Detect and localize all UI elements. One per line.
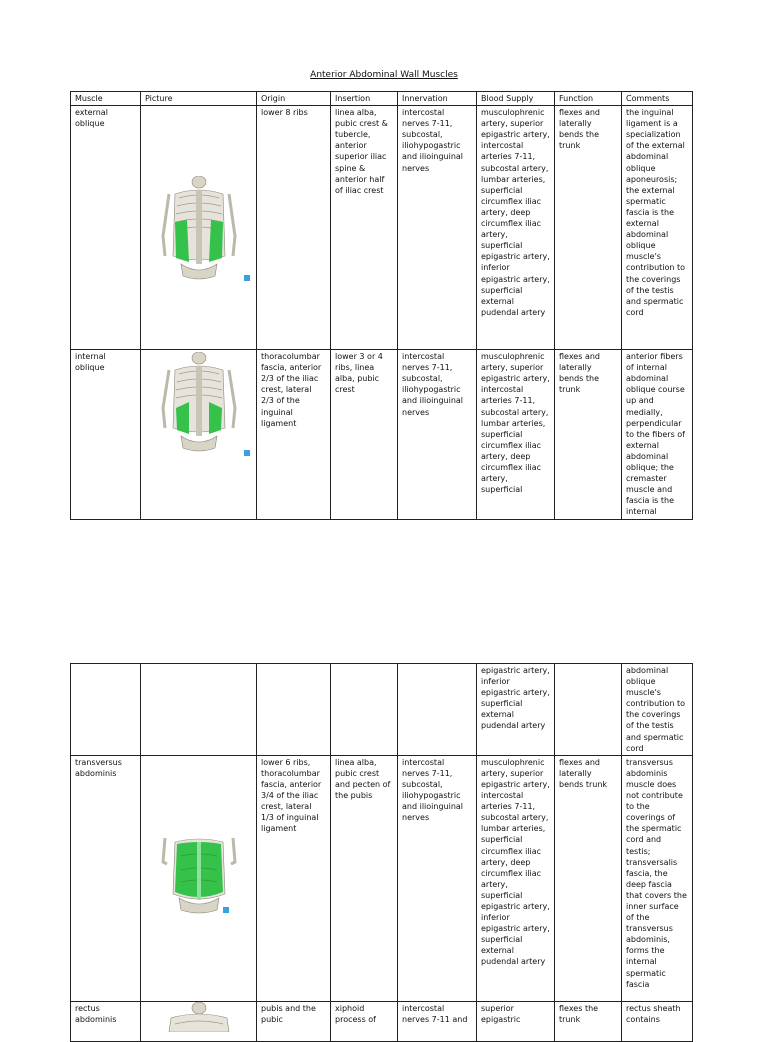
muscle-name — [71, 664, 141, 756]
origin-cell: pubis and the pubic — [257, 1001, 331, 1041]
header-cell: Comments — [622, 92, 693, 106]
blood-supply-cell: musculophrenic artery, superior epigastric artery, intercostal arteries 7-11, subcostal artery, lumbar arteries, superficial circumflex iliac artery, deep circumflex iliac artery, superficial epigastric artery, inferior epigastric artery, superficial external pudendal artery — [477, 755, 555, 1001]
muscle-name: rectus abdominis — [71, 1001, 141, 1041]
header-cell: Muscle — [71, 92, 141, 106]
origin-cell: thoracolumbar fascia, anterior 2/3 of the iliac crest, lateral 2/3 of the inguinal ligament — [257, 350, 331, 519]
header-cell: Insertion — [331, 92, 398, 106]
picture-cell — [141, 106, 257, 350]
picture-cell — [141, 350, 257, 519]
innervation-cell: intercostal nerves 7-11, subcostal, iliohypogastric and ilioinguinal nerves — [398, 350, 477, 519]
innervation-cell — [398, 664, 477, 756]
origin-cell: lower 6 ribs, thoracolumbar fascia, anterior 3/4 of the iliac crest, lateral 1/3 of inguinal ligament — [257, 755, 331, 1001]
blood-supply-cell: epigastric artery, inferior epigastric artery, superficial external pudendal artery — [477, 664, 555, 756]
comments-cell: rectus sheath contains — [622, 1001, 693, 1041]
image-marker-icon — [244, 450, 250, 456]
blood-supply-cell: musculophrenic artery, superior epigastric artery, intercostal arteries 7-11, subcostal artery, lumbar arteries, superficial circumflex iliac artery, deep circumflex iliac artery, superficial — [477, 350, 555, 519]
external-oblique-illustration — [159, 176, 239, 296]
comments-cell: the inguinal ligament is a specialization of the external abdominal oblique aponeurosis; the external spermatic fascia is the external abdominal oblique muscle's contribution to the coverings of the testis and spermatic cord — [622, 106, 693, 350]
blood-supply-cell: musculophrenic artery, superior epigastric artery, intercostal arteries 7-11, subcostal artery, lumbar arteries, superficial circumflex iliac artery, deep circumflex iliac artery, superficial epigastric artery, inferior epigastric artery, superficial external pudendal artery — [477, 106, 555, 350]
header-cell: Origin — [257, 92, 331, 106]
internal-oblique-illustration — [159, 352, 239, 462]
function-cell: flexes and laterally bends the trunk — [555, 106, 622, 350]
table-row — [71, 350, 693, 519]
comments-cell: abdominal oblique muscle's contribution to the coverings of the testis and spermatic cord — [622, 664, 693, 756]
insertion-cell: lower 3 or 4 ribs, linea alba, pubic crest — [331, 350, 398, 519]
header-cell: Innervation — [398, 92, 477, 106]
muscles-table-page-2 — [70, 663, 693, 1042]
table-row — [71, 1001, 693, 1041]
comments-cell: transversus abdominis muscle does not contribute to the coverings of the spermatic cord and testis; transversalis fascia, the deep fascia that covers the inner surface of the transversus abdominis, forms the internal spermatic fascia — [622, 755, 693, 1001]
muscle-name: external oblique — [71, 106, 141, 350]
origin-cell: lower 8 ribs — [257, 106, 331, 350]
rectus-abdominis-illustration — [159, 1002, 239, 1032]
muscle-name: transversus abdominis — [71, 755, 141, 1001]
document-title: Anterior Abdominal Wall Muscles — [310, 70, 458, 80]
comments-cell: anterior fibers of internal abdominal oblique course up and medially, perpendicular to the fibers of external abdominal oblique; the cremaster muscle and fascia is the internal — [622, 350, 693, 519]
picture-cell — [141, 1001, 257, 1041]
header-cell: Picture — [141, 92, 257, 106]
muscle-name: internal oblique — [71, 350, 141, 519]
function-cell: flexes and laterally bends trunk — [555, 755, 622, 1001]
table-header-row — [71, 92, 693, 106]
table-row — [71, 755, 693, 1001]
insertion-cell — [331, 664, 398, 756]
image-marker-icon — [244, 275, 250, 281]
picture-cell — [141, 664, 257, 756]
muscles-table-page-1 — [70, 91, 693, 520]
header-cell: Blood Supply — [477, 92, 555, 106]
table-row — [71, 106, 693, 350]
function-cell: flexes the trunk — [555, 1001, 622, 1041]
insertion-cell: linea alba, pubic crest & tubercle, anterior superior iliac spine & anterior half of iliac crest — [331, 106, 398, 350]
function-cell: flexes and laterally bends the trunk — [555, 350, 622, 519]
header-cell: Function — [555, 92, 622, 106]
origin-cell — [257, 664, 331, 756]
function-cell — [555, 664, 622, 756]
innervation-cell: intercostal nerves 7-11 and — [398, 1001, 477, 1041]
innervation-cell: intercostal nerves 7-11, subcostal, iliohypogastric and ilioinguinal nerves — [398, 106, 477, 350]
innervation-cell: intercostal nerves 7-11, subcostal, iliohypogastric and ilioinguinal nerves — [398, 755, 477, 1001]
blood-supply-cell: superior epigastric — [477, 1001, 555, 1041]
insertion-cell: xiphoid process of — [331, 1001, 398, 1041]
table-row-continued — [71, 664, 693, 756]
insertion-cell: linea alba, pubic crest and pecten of the pubis — [331, 755, 398, 1001]
picture-cell — [141, 755, 257, 1001]
image-marker-icon — [223, 907, 229, 913]
